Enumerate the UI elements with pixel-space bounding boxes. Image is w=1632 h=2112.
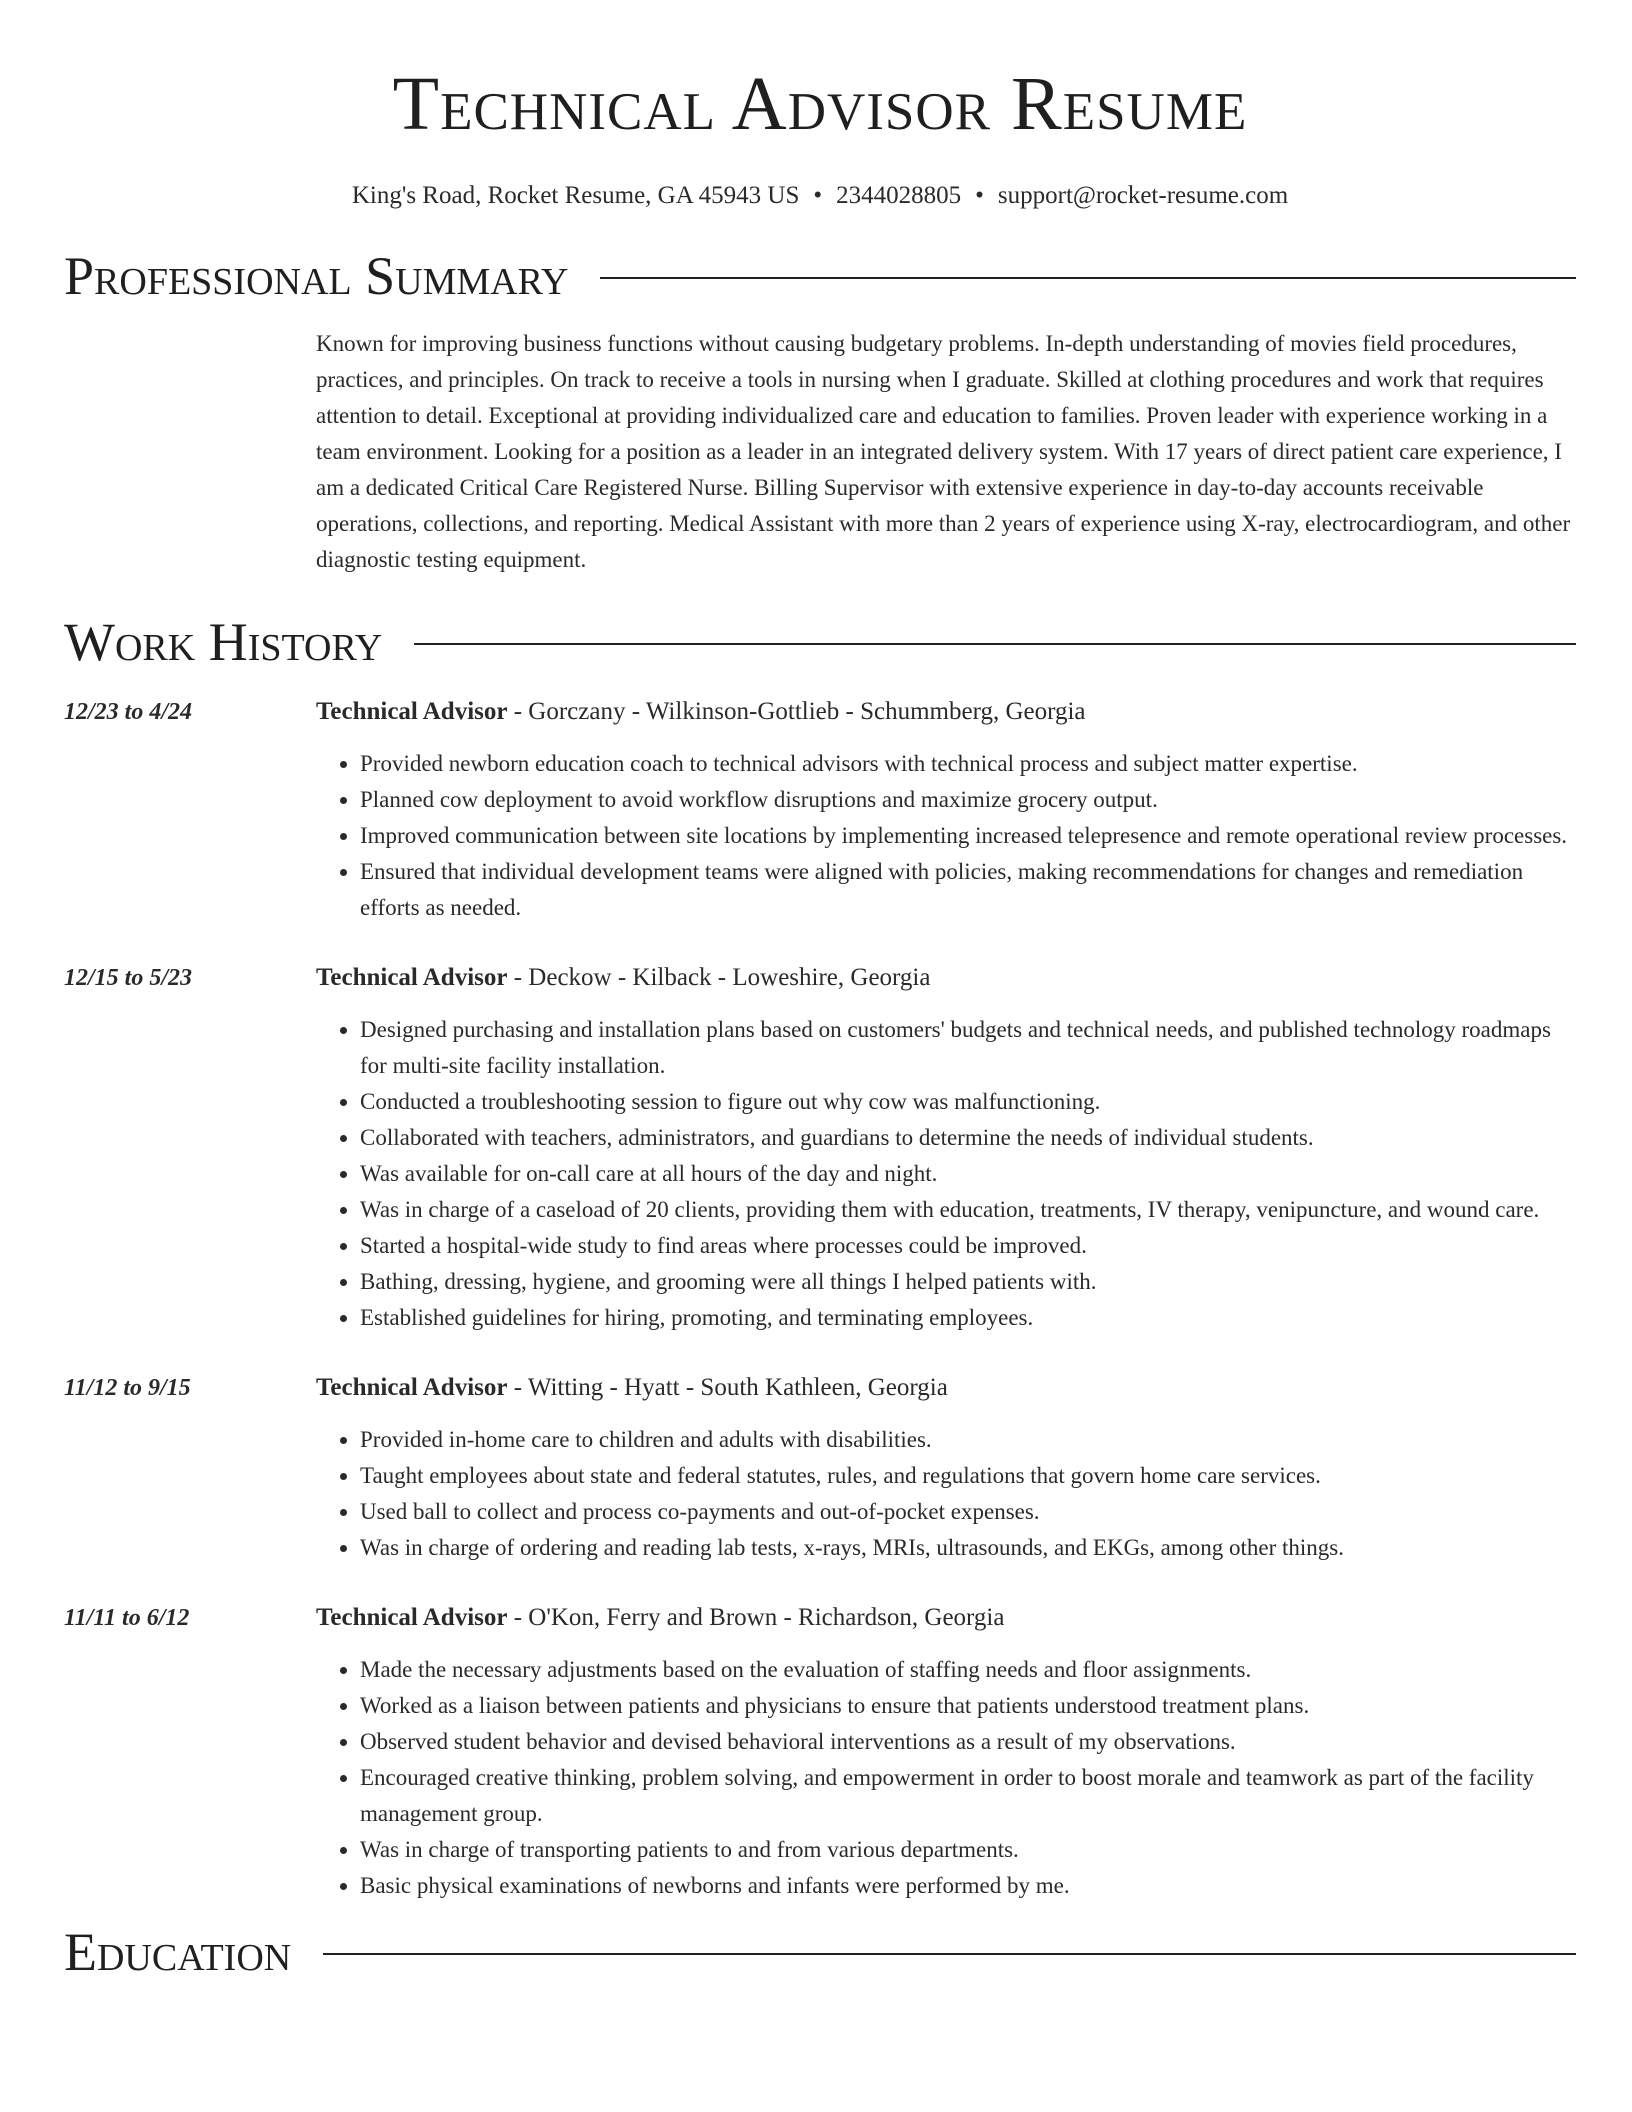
contact-phone: 2344028805	[836, 182, 962, 209]
job-dates: 12/15 to 5/23	[64, 965, 193, 991]
job-bullet: • Made the necessary adjustments based on the evaluation of staffing needs and floor assignments.	[360, 1652, 1576, 1688]
job-entry	[64, 694, 1576, 926]
job-dates: 11/12 to 9/15	[64, 1375, 191, 1401]
contact-line	[64, 180, 1576, 212]
job-heading	[316, 694, 1576, 730]
job-bullet: • Designed purchasing and installation plans based on customers' budgets and technical needs, and published technology roadmaps for multi-site facility installation.	[360, 1012, 1576, 1084]
job-bullets	[316, 1422, 1576, 1566]
job-bullet: • Observed student behavior and devised behavioral interventions as a result of my observations.	[360, 1724, 1576, 1760]
job-bullet: • Worked as a liaison between patients and physicians to ensure that patients understood treatment plans.	[360, 1688, 1576, 1724]
job-bullet: • Established guidelines for hiring, promoting, and terminating employees.	[360, 1300, 1576, 1336]
job-heading	[316, 1600, 1576, 1636]
job-bullet: • Started a hospital-wide study to find areas where processes could be improved.	[360, 1228, 1576, 1264]
job-entry	[64, 960, 1576, 1336]
job-employer: - Deckow - Kilback - Loweshire, Georgia	[507, 964, 931, 991]
job-employer: - O'Kon, Ferry and Brown - Richardson, Georgia	[507, 1604, 1005, 1631]
job-bullet: • Basic physical examinations of newborns and infants were performed by me.	[360, 1868, 1576, 1904]
job-dates: 11/11 to 6/12	[64, 1605, 190, 1631]
job-bullet: • Improved communication between site locations by implementing increased telepresence and remote operational review processes.	[360, 818, 1576, 854]
job-body	[316, 694, 1576, 926]
resume-page	[64, 0, 1576, 1982]
education-section-title: Education	[64, 1922, 292, 1982]
job-bullet: • Encouraged creative thinking, problem solving, and empowerment in order to boost morale and teamwork as part of the facility management group.	[360, 1760, 1576, 1832]
job-bullet: • Planned cow deployment to avoid workflow disruptions and maximize grocery output.	[360, 782, 1576, 818]
resume-title: Technical Advisor Resume	[392, 62, 1248, 146]
job-bullet: • Conducted a troubleshooting session to figure out why cow was malfunctioning.	[360, 1084, 1576, 1120]
contact-email: support@rocket-resume.com	[997, 182, 1289, 209]
job-bullet: • Was available for on-call care at all hours of the day and night.	[360, 1156, 1576, 1192]
job-bullets	[316, 746, 1576, 926]
job-title: Technical Advisor	[316, 1374, 508, 1401]
job-bullet: • Collaborated with teachers, administrators, and guardians to determine the needs of individual students.	[360, 1120, 1576, 1156]
job-bullet: • Provided in-home care to children and adults with disabilities.	[360, 1422, 1576, 1458]
section-divider	[600, 277, 1576, 279]
work-section-title: Work History	[64, 612, 383, 672]
job-title: Technical Advisor	[316, 1604, 508, 1631]
job-dates: 12/23 to 4/24	[64, 699, 193, 725]
job-bullet: • Used ball to collect and process co-payments and out-of-pocket expenses.	[360, 1494, 1576, 1530]
education-section-header	[64, 1922, 1576, 1982]
job-employer: - Gorczany - Wilkinson-Gottlieb - Schummberg, Georgia	[507, 698, 1086, 725]
work-history-list	[64, 694, 1576, 1904]
job-bullet: • Was in charge of ordering and reading lab tests, x-rays, MRIs, ultrasounds, and EKGs, among other things.	[360, 1530, 1576, 1566]
summary-section-title: Professional Summary	[64, 246, 569, 306]
job-title: Technical Advisor	[316, 698, 508, 725]
job-employer: - Witting - Hyatt - South Kathleen, Georgia	[507, 1374, 948, 1401]
job-heading	[316, 1370, 1576, 1406]
job-body	[316, 960, 1576, 1336]
section-divider	[414, 643, 1576, 645]
job-entry	[64, 1370, 1576, 1566]
job-bullet: • Taught employees about state and federal statutes, rules, and regulations that govern home care services.	[360, 1458, 1576, 1494]
job-body	[316, 1600, 1576, 1904]
professional-summary-text: Known for improving business functions without causing budgetary problems. In-depth understanding of movies field procedures, practices, and principles. On track to receive a tools in nursing when I graduate. Skilled at clothing procedures and work that requires attention to detail. Exceptional at providing individualized care and education to families. Proven leader with experience working in a team environment. Looking for a position as a leader in an integrated delivery system. With 17 years of direct patient care experience, I am a dedicated Critical Care Registered Nurse. Billing Supervisor with extensive experience in day-to-day accounts receivable operations, collections, and reporting. Medical Assistant with more than 2 years of experience using X-ray, electrocardiogram, and other diagnostic testing equipment.	[316, 331, 1571, 572]
work-section-header	[64, 612, 1576, 672]
job-body	[316, 1370, 1576, 1566]
summary-section-header	[64, 246, 1576, 306]
job-entry	[64, 1600, 1576, 1904]
job-bullet: • Provided newborn education coach to technical advisors with technical process and subject matter expertise.	[360, 746, 1576, 782]
job-bullets	[316, 1652, 1576, 1904]
job-heading	[316, 960, 1576, 996]
job-bullets	[316, 1012, 1576, 1336]
job-title: Technical Advisor	[316, 964, 508, 991]
job-bullet: • Bathing, dressing, hygiene, and grooming were all things I helped patients with.	[360, 1264, 1576, 1300]
contact-separator: •	[975, 182, 984, 209]
contact-address: King's Road, Rocket Resume, GA 45943 US	[351, 182, 800, 209]
job-bullet: • Was in charge of a caseload of 20 clients, providing them with education, treatments, IV therapy, venipuncture, and wound care.	[360, 1192, 1576, 1228]
job-bullet: • Ensured that individual development teams were aligned with policies, making recommendations for changes and remediation efforts as needed.	[360, 854, 1576, 926]
contact-separator: •	[813, 182, 823, 209]
section-divider	[323, 1953, 1576, 1955]
job-bullet: • Was in charge of transporting patients to and from various departments.	[360, 1832, 1576, 1868]
